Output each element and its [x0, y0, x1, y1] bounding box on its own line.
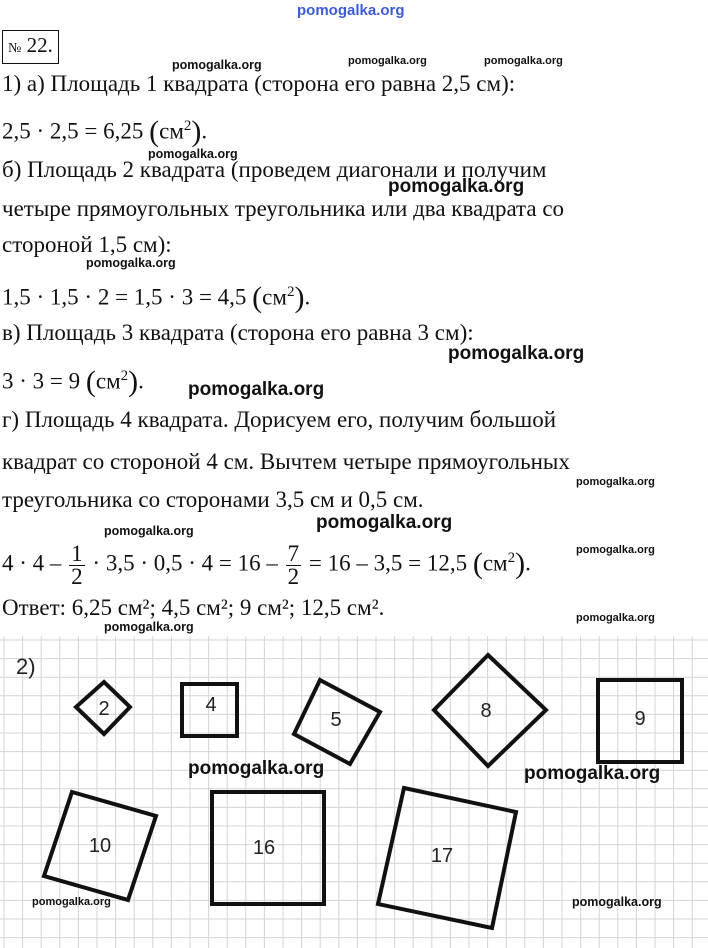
- paren-close: ): [128, 364, 139, 398]
- task-number: 22.: [26, 33, 53, 57]
- paren-open: (: [252, 280, 263, 314]
- site-watermark-top: pomogalka.org: [297, 2, 405, 19]
- watermark: pomogalka.org: [32, 896, 111, 908]
- fraction-numerator: 7: [287, 540, 300, 566]
- equation-1d: [2, 530, 531, 592]
- number-sign: №: [8, 41, 22, 56]
- fraction-seven-halves: [286, 540, 302, 589]
- watermark: pomogalka.org: [572, 895, 662, 909]
- fraction-denominator: 2: [287, 563, 300, 589]
- equation-1c: [2, 362, 144, 396]
- unit-exponent: 2: [286, 284, 295, 300]
- watermark: pomogalka.org: [148, 147, 238, 161]
- paren-open: (: [472, 546, 483, 580]
- watermark: pomogalka.org: [576, 544, 655, 556]
- paren-close: ): [515, 546, 526, 580]
- unit: см: [262, 284, 287, 310]
- unit-exponent: 2: [183, 118, 192, 134]
- square-label: 8: [480, 700, 492, 722]
- square-label: 10: [88, 835, 112, 857]
- line-1b-cont: четыре прямоугольных треугольника или два квадрата со: [2, 196, 565, 221]
- watermark: pomogalka.org: [448, 343, 585, 364]
- line-1c: в) Площадь 3 квадрата (сторона его равна 3 см):: [2, 320, 474, 345]
- square-label: 17: [430, 845, 454, 867]
- paren-open: (: [85, 364, 96, 398]
- watermark: pomogalka.org: [86, 256, 176, 270]
- fraction-numerator: 1: [71, 540, 83, 566]
- square-2: [76, 682, 130, 734]
- unit-exponent: 2: [507, 550, 516, 566]
- period: .: [525, 550, 531, 576]
- equation-text: 1,5 · 1,5 · 2 = 1,5 · 3 = 4,5: [2, 284, 247, 310]
- line-1d: г) Площадь 4 квадрата. Дорисуем его, получим большой: [2, 407, 557, 432]
- watermark: pomogalka.org: [316, 512, 453, 533]
- square-label: 9: [634, 708, 646, 730]
- line-1d-cont: треугольника со сторонами 3,5 см и 0,5 см.: [2, 487, 424, 512]
- watermark: pomogalka.org: [104, 620, 194, 634]
- period: .: [304, 284, 311, 310]
- square-label: 16: [252, 837, 276, 859]
- watermark: pomogalka.org: [104, 524, 194, 538]
- unit-exponent: 2: [120, 368, 129, 384]
- equation-text: = 16 – 3,5 = 12,5: [308, 550, 468, 576]
- square-label: 5: [330, 709, 342, 731]
- equation-text: 2,5 · 2,5 = 6,25: [2, 118, 144, 144]
- watermark: pomogalka.org: [388, 176, 525, 197]
- period: .: [201, 118, 208, 144]
- paren-close: ): [294, 280, 305, 314]
- fraction-one-half: [69, 540, 85, 589]
- watermark: pomogalka.org: [524, 763, 661, 784]
- line-1d-cont: квадрат со стороной 4 см. Вычтем четыре прямоугольных: [2, 449, 570, 474]
- equation-1a: [2, 112, 207, 146]
- square-9: [598, 680, 682, 762]
- fraction-denominator: 2: [71, 563, 83, 589]
- unit: см: [159, 118, 184, 144]
- equation-text: 3 · 3 = 9: [2, 368, 81, 394]
- line-1a: 1) а) Площадь 1 квадрата (сторона его равна 2,5 см):: [2, 71, 516, 96]
- equation-1b: [2, 278, 310, 312]
- watermark: pomogalka.org: [188, 758, 325, 779]
- watermark: pomogalka.org: [576, 476, 655, 488]
- square-10: [44, 792, 156, 900]
- answer-line: Ответ: 6,25 см²; 4,5 см²; 9 см²; 12,5 см².: [2, 595, 385, 620]
- watermark: pomogalka.org: [576, 612, 655, 624]
- part-2-label: 2): [16, 654, 36, 679]
- period: .: [138, 368, 144, 394]
- line-1b: б) Площадь 2 квадрата (проведем диагонали и получим: [2, 157, 547, 182]
- watermark: pomogalka.org: [484, 55, 563, 67]
- paren-open: (: [149, 114, 160, 148]
- paren-close: ): [191, 114, 202, 148]
- unit: см: [482, 550, 508, 576]
- watermark: pomogalka.org: [172, 58, 262, 72]
- watermark: pomogalka.org: [188, 379, 325, 400]
- task-number-badge: [2, 30, 59, 64]
- line-1b-cont: стороной 1,5 см):: [2, 232, 172, 257]
- watermark: pomogalka.org: [348, 55, 427, 67]
- unit: см: [95, 368, 121, 394]
- square-label: 4: [205, 694, 217, 716]
- equation-text: 4 · 4 –: [2, 550, 62, 576]
- square-label: 2: [98, 698, 110, 720]
- square-17: [378, 788, 516, 928]
- equation-text: · 3,5 · 0,5 · 4 = 16 –: [92, 550, 278, 576]
- square-16: [212, 792, 324, 904]
